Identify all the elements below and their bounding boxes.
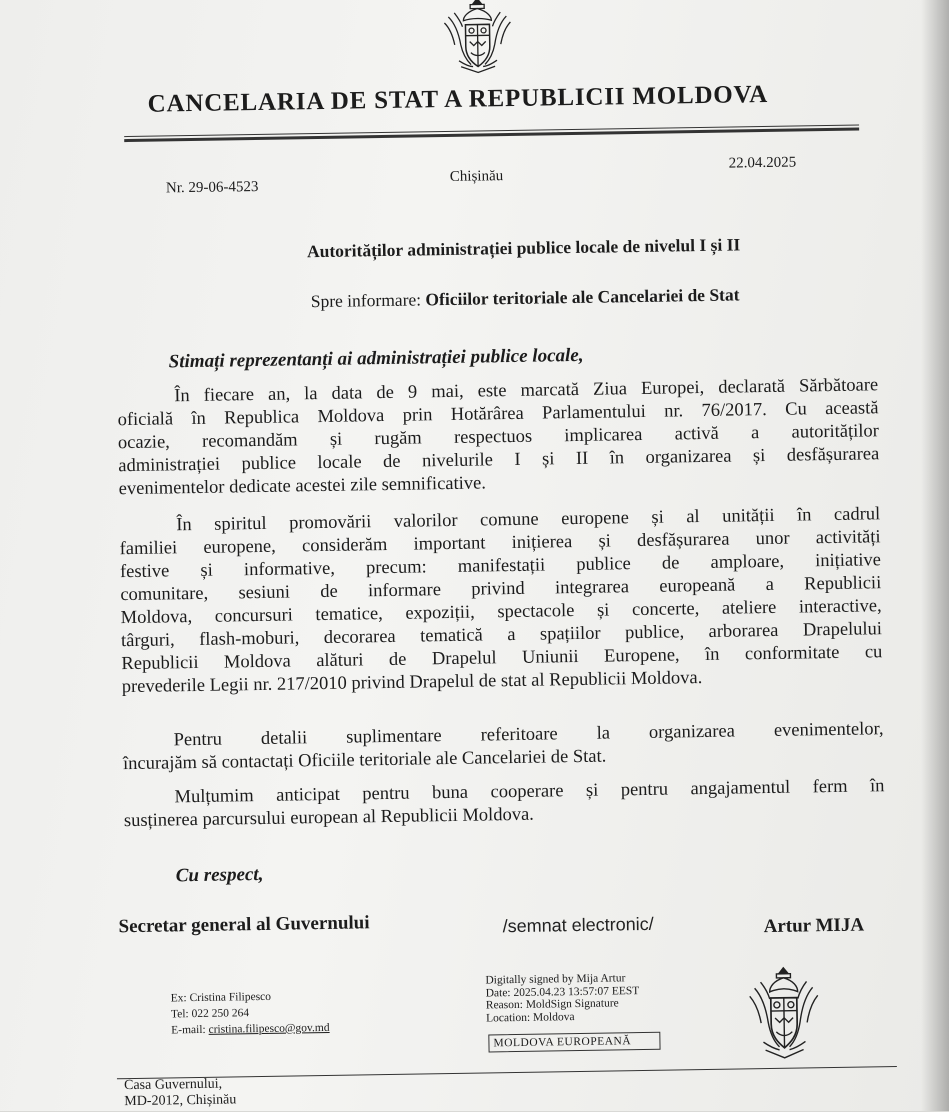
paragraph-line: târguri, flash-moburi, decorarea tematică a spațiilor publice, arborarea Drapelului [120, 619, 883, 652]
body-paragraph-1 [117, 374, 880, 501]
document-number: Nr. 29-06-4523 [165, 178, 259, 197]
executor-block [171, 988, 330, 1038]
paragraph-line: susținerea parcursului european al Republicii Moldova. [123, 804, 534, 832]
paragraph-line: comunitare, sesiuni de informare privind integrarea europeană a Republicii [120, 573, 882, 606]
digital-signature-location: Location: Moldova [485, 1010, 575, 1024]
paragraph-line: familiei europene, considerăm important inițierea și desfășurarea unor activități [119, 527, 881, 560]
paragraph-line: Pentru detalii suplimentare referitoare la organizarea evenimentelor, [173, 719, 884, 751]
body-paragraph-4 [123, 775, 885, 833]
paragraph-line: prevederile Legii nr. 217/2010 privind Drapelul de stat al Republicii Moldova. [121, 668, 703, 698]
footer-address [124, 1076, 236, 1110]
body-paragraph-3 [122, 718, 884, 776]
executor-name: Ex: Cristina Filipesco [170, 990, 272, 1005]
footer-address-line1: Casa Guvernului, [123, 1076, 223, 1094]
paragraph-line: În spiritul promovării valorilor comune europene și al unității în cadrul [176, 504, 881, 536]
executor-email-label: E-mail: [171, 1023, 206, 1037]
digital-signature-block [485, 972, 639, 1024]
paragraph-line: încurajăm să contactați Oficiile teritoriale ale Cancelariei de Stat. [122, 746, 607, 775]
paragraph-line: Mulțumim anticipat pentru buna cooperare și pentru angajamentul ferm în [174, 776, 885, 808]
electronic-signature-note: /semnat electronic/ [502, 913, 654, 937]
executor-phone: Tel: 022 250 264 [170, 1007, 250, 1021]
paragraph-line: oficială în Republica Moldova prin Hotărârea Parlamentului nr. 76/2017. Cu această [117, 398, 879, 431]
cc-recipient: Oficiilor teritoriale ale Cancelariei de Stat [425, 284, 740, 310]
paragraph-line: În fiecare an, la data de 9 mai, este marcată Ziua Europei, declarată Sărbătoare [174, 375, 879, 407]
digital-signature-date: Date: 2025.04.23 13:57:07 EEST [485, 984, 640, 999]
footer-address-line2: MD-2012, Chișinău [124, 1092, 237, 1110]
paragraph-line: festive și informative, precum: manifestații publice de amploare, inițiative [119, 550, 882, 583]
institution-title: CANCELARIA DE STAT A REPUBLICII MOLDOVA [147, 80, 769, 118]
paragraph-line: evenimentelor dedicate acestei zile semnificative. [118, 473, 487, 500]
digital-signature-reason: Reason: MoldSign Signature [485, 997, 619, 1012]
addressee: Autorităților administrației publice locale de nivelul I și II [306, 234, 741, 262]
body-paragraph-2 [119, 503, 883, 699]
moldova-coat-of-arms-icon [440, 0, 515, 77]
salutation: Stimați reprezentanți ai administrației publice locale, [168, 344, 584, 373]
paragraph-line: administrației publice locale de nivelurile I și II în organizarea și desfășurarea [118, 444, 880, 477]
signer-title: Secretar general al Guvernului [118, 912, 370, 938]
moldova-europeana-stamp: MOLDOVA EUROPEANĂ [488, 1032, 660, 1053]
signer-name: Artur MIJA [763, 914, 865, 938]
paragraph-line: ocazie, recomandăm și rugăm respectuos implicarea activă a autorităților [117, 421, 880, 454]
closing: Cu respect, [175, 863, 264, 887]
digital-signed-by: Digitally signed by Mija Artur [485, 972, 626, 987]
paragraph-line: Republicii Moldova alături de Drapelul Uniunii Europene, în conformitate cu [121, 642, 883, 675]
moldova-coat-of-arms-footer-icon [746, 961, 822, 1062]
cc-prefix: Spre informare: [310, 289, 422, 312]
paragraph-line: Moldova, concursuri tematice, expoziții, spectacole și concerte, ateliere interactive, [120, 596, 882, 629]
document-date: 22.04.2025 [728, 154, 797, 172]
cc-line [311, 284, 740, 312]
executor-email [171, 1020, 330, 1038]
document-place: Chișinău [449, 168, 504, 185]
header-double-rule [124, 125, 859, 145]
executor-email-link[interactable]: cristina.filipesco@gov.md [208, 1021, 330, 1036]
